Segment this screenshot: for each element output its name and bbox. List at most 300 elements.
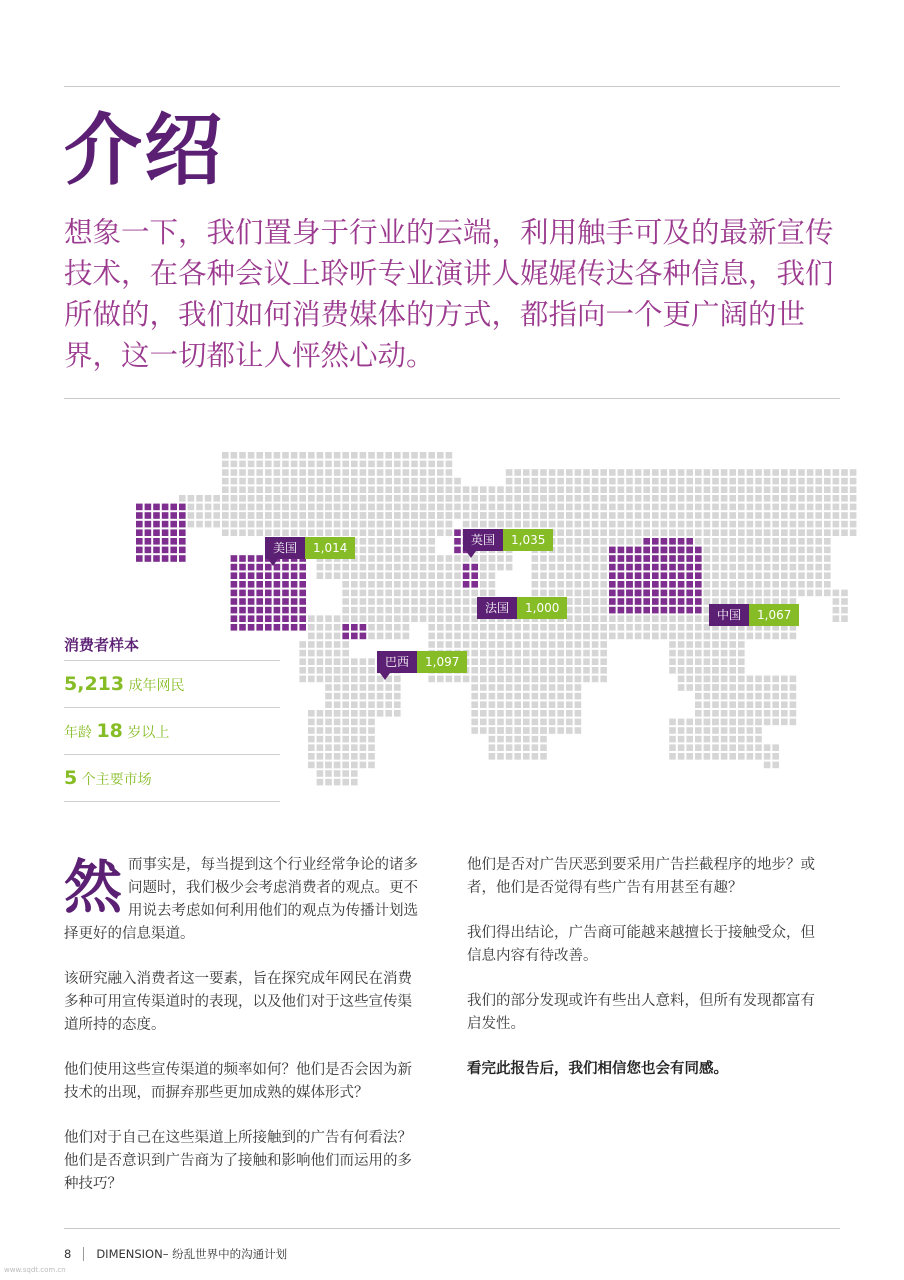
map-land-dot [385, 461, 392, 468]
map-land-dot [523, 710, 530, 717]
map-land-dot [420, 607, 427, 614]
map-land-dot [721, 478, 728, 485]
map-land-dot [299, 495, 306, 502]
map-land-dot [626, 469, 633, 476]
map-land-dot [394, 461, 401, 468]
map-land-dot [764, 495, 771, 502]
map-land-dot [437, 461, 444, 468]
map-land-dot [755, 701, 762, 708]
map-land-dot [575, 529, 582, 536]
map-land-dot [807, 547, 814, 554]
drop-cap: 然 [64, 853, 123, 921]
map-market-dot [652, 555, 659, 562]
map-land-dot [721, 736, 728, 743]
map-land-dot [394, 555, 401, 562]
map-market-dot [626, 590, 633, 597]
map-land-dot [635, 615, 642, 622]
map-land-dot [437, 452, 444, 459]
map-land-dot [738, 701, 745, 708]
map-market-dot [695, 572, 702, 579]
map-land-dot [351, 504, 358, 511]
map-land-dot [394, 521, 401, 528]
map-land-dot [342, 736, 349, 743]
map-land-dot [600, 633, 607, 640]
map-land-dot [540, 486, 547, 493]
body-paragraph: 该研究融入消费者这一要素，旨在探究成年网民在消费多种可用宣传渠道时的表现，以及他们对于这些宣传渠道所持的态度。 [64, 971, 412, 1033]
map-land-dot [669, 615, 676, 622]
map-land-dot [342, 684, 349, 691]
map-land-dot [772, 633, 779, 640]
map-land-dot [523, 624, 530, 631]
map-market-dot [661, 590, 668, 597]
map-market-dot [265, 590, 272, 597]
map-land-dot [368, 624, 375, 631]
map-market-dot [360, 624, 367, 631]
map-land-dot [299, 521, 306, 528]
map-land-dot [635, 529, 642, 536]
map-market-dot [299, 564, 306, 571]
map-land-dot [428, 469, 435, 476]
map-land-dot [807, 521, 814, 528]
map-land-dot [755, 504, 762, 511]
map-land-dot [549, 684, 556, 691]
map-land-dot [308, 469, 315, 476]
map-land-dot [704, 753, 711, 760]
map-land-dot [317, 564, 324, 571]
map-land-dot [747, 547, 754, 554]
map-land-dot [566, 684, 573, 691]
map-land-dot [549, 633, 556, 640]
map-land-dot [592, 624, 599, 631]
map-market-dot [145, 521, 152, 528]
map-land-dot [747, 719, 754, 726]
map-land-dot [661, 615, 668, 622]
map-land-dot [480, 650, 487, 657]
map-land-dot [480, 641, 487, 648]
map-market-dot [239, 564, 246, 571]
map-land-dot [360, 486, 367, 493]
map-land-dot [437, 572, 444, 579]
map-land-dot [317, 667, 324, 674]
map-land-dot [188, 504, 195, 511]
stat-prefix: 年龄 [64, 725, 97, 741]
map-land-dot [325, 504, 332, 511]
map-market-dot [678, 555, 685, 562]
map-land-dot [523, 676, 530, 683]
map-land-dot [428, 676, 435, 683]
map-land-dot [377, 598, 384, 605]
map-land-dot [609, 469, 616, 476]
map-land-dot [265, 478, 272, 485]
map-land-dot [514, 624, 521, 631]
map-land-dot [325, 736, 332, 743]
map-land-dot [274, 478, 281, 485]
map-land-dot [557, 469, 564, 476]
map-land-dot [626, 486, 633, 493]
map-land-dot [815, 504, 822, 511]
map-market-dot [342, 633, 349, 640]
map-market-dot [291, 564, 298, 571]
map-land-dot [738, 684, 745, 691]
map-land-dot [325, 461, 332, 468]
map-market-dot [274, 607, 281, 614]
map-land-dot [325, 650, 332, 657]
map-land-dot [497, 633, 504, 640]
map-land-dot [342, 590, 349, 597]
map-land-dot [600, 658, 607, 665]
map-land-dot [772, 555, 779, 562]
map-land-dot [712, 676, 719, 683]
map-land-dot [325, 770, 332, 777]
map-land-dot [729, 469, 736, 476]
map-land-dot [566, 581, 573, 588]
map-land-dot [506, 710, 513, 717]
map-market-dot [299, 607, 306, 614]
map-land-dot [678, 504, 685, 511]
map-land-dot [471, 701, 478, 708]
map-market-dot [618, 598, 625, 605]
map-land-dot [592, 529, 599, 536]
map-land-dot [575, 555, 582, 562]
map-land-dot [351, 719, 358, 726]
map-land-dot [583, 564, 590, 571]
map-land-dot [325, 762, 332, 769]
map-market-dot [170, 512, 177, 519]
map-land-dot [738, 564, 745, 571]
map-land-dot [669, 633, 676, 640]
body-paragraph: 我们得出结论，广告商可能越来越擅长于接触受众，但信息内容有待改善。 [467, 925, 815, 964]
map-market-dot [239, 555, 246, 562]
map-land-dot [489, 486, 496, 493]
map-land-dot [704, 555, 711, 562]
map-land-dot [454, 624, 461, 631]
map-land-dot [772, 762, 779, 769]
map-land-dot [738, 538, 745, 545]
map-land-dot [222, 452, 229, 459]
map-land-dot [317, 461, 324, 468]
map-land-dot [704, 572, 711, 579]
map-land-dot [420, 452, 427, 459]
map-land-dot [454, 633, 461, 640]
map-land-dot [755, 684, 762, 691]
map-land-dot [781, 701, 788, 708]
map-land-dot [403, 615, 410, 622]
map-land-dot [738, 727, 745, 734]
map-market-dot [695, 598, 702, 605]
map-land-dot [549, 710, 556, 717]
map-land-dot [385, 598, 392, 605]
map-land-dot [471, 495, 478, 502]
map-land-dot [686, 727, 693, 734]
map-land-dot [833, 504, 840, 511]
map-land-dot [480, 633, 487, 640]
map-land-dot [747, 693, 754, 700]
map-land-dot [712, 727, 719, 734]
map-land-dot [532, 641, 539, 648]
map-land-dot [721, 572, 728, 579]
map-land-dot [360, 762, 367, 769]
map-land-dot [420, 615, 427, 622]
map-land-dot [635, 521, 642, 528]
map-land-dot [489, 633, 496, 640]
map-land-dot [661, 495, 668, 502]
map-land-dot [592, 538, 599, 545]
map-land-dot [360, 495, 367, 502]
map-market-dot [256, 564, 263, 571]
map-land-dot [841, 486, 848, 493]
map-land-dot [342, 719, 349, 726]
map-land-dot [394, 572, 401, 579]
map-market-dot [609, 598, 616, 605]
map-land-dot [738, 478, 745, 485]
map-land-dot [549, 624, 556, 631]
map-land-dot [325, 667, 332, 674]
map-land-dot [781, 478, 788, 485]
map-market-dot [170, 529, 177, 536]
map-land-dot [772, 572, 779, 579]
map-land-dot [764, 529, 771, 536]
map-land-dot [368, 633, 375, 640]
map-land-dot [351, 762, 358, 769]
map-market-dot [471, 581, 478, 588]
map-land-dot [514, 693, 521, 700]
map-land-dot [497, 676, 504, 683]
map-land-dot [231, 512, 238, 519]
map-land-dot [669, 624, 676, 631]
map-land-dot [764, 572, 771, 579]
map-land-dot [351, 512, 358, 519]
map-land-dot [600, 564, 607, 571]
stat-value: 5 [64, 767, 78, 789]
map-land-dot [231, 504, 238, 511]
map-market-dot [669, 590, 676, 597]
map-market-dot [669, 598, 676, 605]
map-land-dot [506, 650, 513, 657]
map-land-dot [643, 615, 650, 622]
map-land-dot [652, 633, 659, 640]
map-land-dot [420, 538, 427, 545]
map-land-dot [325, 710, 332, 717]
map-land-dot [678, 633, 685, 640]
map-land-dot [480, 667, 487, 674]
map-market-dot [686, 581, 693, 588]
map-land-dot [807, 478, 814, 485]
map-market-dot [626, 572, 633, 579]
map-land-dot [360, 598, 367, 605]
map-land-dot [626, 495, 633, 502]
map-land-dot [282, 512, 289, 519]
map-land-dot [764, 538, 771, 545]
map-land-dot [712, 753, 719, 760]
map-land-dot [618, 529, 625, 536]
map-land-dot [600, 555, 607, 562]
map-land-dot [411, 581, 418, 588]
map-land-dot [686, 512, 693, 519]
map-market-dot [652, 538, 659, 545]
map-land-dot [592, 667, 599, 674]
map-land-dot [557, 564, 564, 571]
map-land-dot [385, 615, 392, 622]
map-land-dot [334, 779, 341, 786]
map-land-dot [712, 547, 719, 554]
map-land-dot [747, 701, 754, 708]
map-market-dot [695, 555, 702, 562]
map-land-dot [532, 469, 539, 476]
marker-france [477, 597, 567, 619]
map-land-dot [394, 607, 401, 614]
map-land-dot [446, 461, 453, 468]
map-land-dot [317, 495, 324, 502]
map-land-dot [600, 667, 607, 674]
map-land-dot [351, 461, 358, 468]
map-land-dot [575, 504, 582, 511]
map-land-dot [446, 581, 453, 588]
map-land-dot [334, 495, 341, 502]
map-land-dot [824, 495, 831, 502]
map-land-dot [575, 538, 582, 545]
map-land-dot [532, 478, 539, 485]
map-land-dot [772, 512, 779, 519]
map-land-dot [747, 581, 754, 588]
map-land-dot [841, 504, 848, 511]
map-land-dot [454, 641, 461, 648]
map-land-dot [738, 529, 745, 536]
map-land-dot [798, 478, 805, 485]
map-land-dot [222, 486, 229, 493]
map-land-dot [686, 633, 693, 640]
map-land-dot [325, 486, 332, 493]
map-land-dot [798, 555, 805, 562]
map-land-dot [385, 486, 392, 493]
top-rule [64, 86, 840, 87]
map-land-dot [790, 693, 797, 700]
map-land-dot [489, 719, 496, 726]
map-land-dot [506, 727, 513, 734]
map-market-dot [282, 572, 289, 579]
map-land-dot [549, 469, 556, 476]
map-land-dot [790, 701, 797, 708]
map-land-dot [385, 512, 392, 519]
map-land-dot [798, 495, 805, 502]
map-land-dot [385, 529, 392, 536]
map-land-dot [514, 701, 521, 708]
map-land-dot [790, 684, 797, 691]
map-land-dot [781, 676, 788, 683]
map-land-dot [747, 504, 754, 511]
map-land-dot [635, 469, 642, 476]
map-land-dot [721, 633, 728, 640]
map-land-dot [557, 641, 564, 648]
map-land-dot [721, 641, 728, 648]
marker-count: 1,097 [417, 651, 467, 673]
map-land-dot [566, 572, 573, 579]
map-land-dot [532, 684, 539, 691]
map-land-dot [583, 641, 590, 648]
map-land-dot [420, 529, 427, 536]
map-land-dot [755, 590, 762, 597]
map-land-dot [704, 504, 711, 511]
map-land-dot [308, 658, 315, 665]
map-land-dot [729, 650, 736, 657]
map-market-dot [256, 615, 263, 622]
map-land-dot [351, 770, 358, 777]
map-land-dot [729, 736, 736, 743]
map-land-dot [738, 486, 745, 493]
map-land-dot [575, 607, 582, 614]
map-land-dot [721, 710, 728, 717]
map-land-dot [446, 564, 453, 571]
map-land-dot [609, 495, 616, 502]
map-land-dot [256, 529, 263, 536]
map-land-dot [661, 521, 668, 528]
map-land-dot [721, 701, 728, 708]
map-land-dot [428, 461, 435, 468]
map-land-dot [566, 650, 573, 657]
map-land-dot [686, 736, 693, 743]
map-land-dot [764, 684, 771, 691]
map-land-dot [557, 676, 564, 683]
map-land-dot [678, 658, 685, 665]
map-land-dot [274, 486, 281, 493]
map-land-dot [712, 684, 719, 691]
map-land-dot [695, 710, 702, 717]
map-market-dot [145, 512, 152, 519]
map-land-dot [239, 512, 246, 519]
map-land-dot [523, 512, 530, 519]
map-land-dot [317, 486, 324, 493]
map-market-dot [162, 512, 169, 519]
map-land-dot [428, 486, 435, 493]
map-land-dot [755, 693, 762, 700]
map-land-dot [575, 572, 582, 579]
map-land-dot [446, 529, 453, 536]
map-land-dot [678, 684, 685, 691]
map-land-dot [747, 521, 754, 528]
map-land-dot [678, 529, 685, 536]
map-market-dot [274, 590, 281, 597]
map-land-dot [196, 512, 203, 519]
map-land-dot [325, 719, 332, 726]
map-land-dot [721, 658, 728, 665]
map-market-dot [248, 598, 255, 605]
map-land-dot [592, 512, 599, 519]
map-market-dot [695, 581, 702, 588]
map-land-dot [704, 547, 711, 554]
map-land-dot [497, 701, 504, 708]
body-paragraph: 他们是否对广告厌恶到要采用广告拦截程序的地步？或者，他们是否觉得有些广告有用甚至有趣？ [467, 857, 815, 896]
map-land-dot [385, 572, 392, 579]
map-land-dot [678, 478, 685, 485]
map-land-dot [377, 461, 384, 468]
map-land-dot [360, 572, 367, 579]
map-land-dot [824, 521, 831, 528]
map-land-dot [729, 727, 736, 734]
map-land-dot [850, 529, 857, 536]
map-land-dot [411, 538, 418, 545]
map-land-dot [729, 744, 736, 751]
map-land-dot [334, 727, 341, 734]
map-land-dot [532, 744, 539, 751]
map-land-dot [712, 590, 719, 597]
map-land-dot [626, 478, 633, 485]
map-land-dot [772, 710, 779, 717]
map-market-dot [179, 504, 186, 511]
map-land-dot [188, 521, 195, 528]
map-land-dot [394, 676, 401, 683]
map-land-dot [729, 529, 736, 536]
map-land-dot [695, 521, 702, 528]
map-land-dot [807, 572, 814, 579]
